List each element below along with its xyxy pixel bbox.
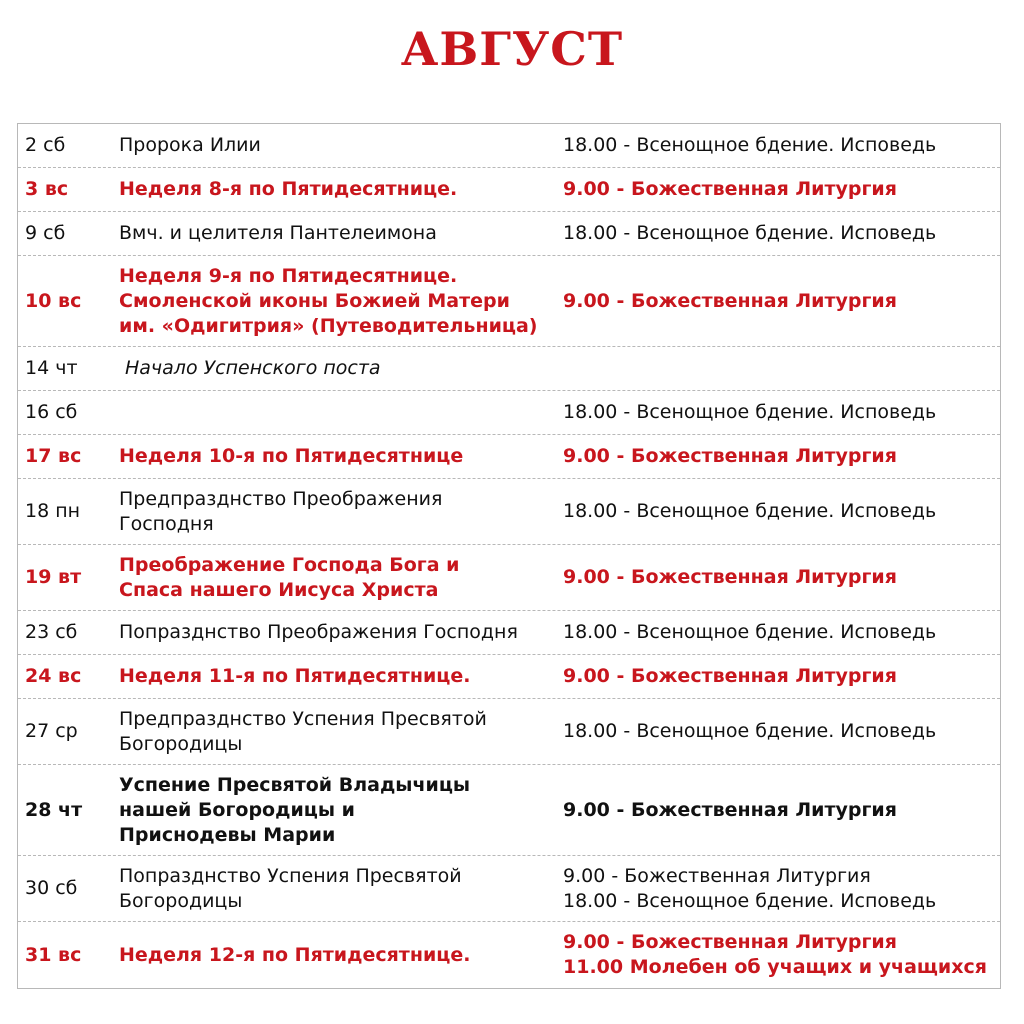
row-service bbox=[563, 765, 995, 855]
page-title: АВГУСТ bbox=[400, 22, 624, 76]
row-event-line: Успение Пресвятой Владычицы bbox=[119, 773, 471, 796]
row-event bbox=[119, 391, 559, 434]
row-event-line: Неделя 12-я по Пятидесятнице. bbox=[119, 943, 471, 966]
row-service-line: 18.00 - Всенощное бдение. Исповедь bbox=[563, 889, 937, 912]
row-event-line: Преображение Господа Бога и bbox=[119, 553, 460, 576]
row-service-line: 9.00 - Божественная Литургия bbox=[563, 864, 871, 887]
row-service bbox=[563, 699, 995, 764]
row-date bbox=[25, 256, 115, 346]
row-date-text: 18 пн bbox=[25, 500, 81, 522]
row-service bbox=[563, 256, 995, 346]
schedule-row bbox=[18, 256, 1000, 347]
row-event-line: Вмч. и целителя Пантелеимона bbox=[119, 222, 437, 244]
row-service bbox=[563, 212, 995, 255]
row-event bbox=[119, 168, 559, 211]
row-service-line: 18.00 - Всенощное бдение. Исповедь bbox=[563, 222, 937, 244]
row-event bbox=[119, 124, 559, 167]
row-service-line: 9.00 - Божественная Литургия bbox=[563, 665, 897, 687]
row-date-text: 24 вс bbox=[25, 665, 82, 687]
row-date bbox=[25, 391, 115, 434]
row-service bbox=[563, 545, 995, 610]
row-event bbox=[119, 856, 559, 921]
row-service-line: 18.00 - Всенощное бдение. Исповедь bbox=[563, 621, 937, 643]
row-date bbox=[25, 168, 115, 211]
row-event-line: Приснодевы Марии bbox=[119, 823, 336, 846]
row-date bbox=[25, 347, 115, 390]
row-date-text: 3 вс bbox=[25, 178, 69, 200]
row-service-line: 11.00 Молебен об учащих и учащихся bbox=[563, 956, 987, 978]
row-date-text: 28 чт bbox=[25, 798, 83, 821]
row-date-text: 16 сб bbox=[25, 401, 78, 423]
row-service-line: 18.00 - Всенощное бдение. Исповедь bbox=[563, 720, 937, 742]
schedule-row bbox=[18, 611, 1000, 655]
schedule-row bbox=[18, 212, 1000, 256]
row-event-line: Попразднство Преображения Господня bbox=[119, 621, 518, 643]
row-date-text: 10 вс bbox=[25, 289, 82, 312]
row-date-text: 31 вс bbox=[25, 943, 82, 966]
row-service-line: 9.00 - Божественная Литургия bbox=[563, 178, 897, 200]
row-service bbox=[563, 922, 995, 988]
schedule-table bbox=[17, 123, 1001, 989]
row-event bbox=[119, 699, 559, 764]
row-date-text: 17 вс bbox=[25, 445, 82, 467]
row-date bbox=[25, 545, 115, 610]
row-date bbox=[25, 212, 115, 255]
row-date-text: 2 сб bbox=[25, 134, 66, 156]
row-event-line: Богородицы bbox=[119, 889, 243, 912]
row-event bbox=[119, 435, 559, 478]
row-service-line: 9.00 - Божественная Литургия bbox=[563, 798, 897, 821]
row-service-line: 9.00 - Божественная Литургия bbox=[563, 289, 897, 312]
schedule-row bbox=[18, 856, 1000, 922]
row-date bbox=[25, 765, 115, 855]
row-date bbox=[25, 699, 115, 764]
row-event-line: Попразднство Успения Пресвятой bbox=[119, 864, 462, 887]
row-service-line: 9.00 - Божественная Литургия bbox=[563, 445, 897, 467]
row-event bbox=[119, 545, 559, 610]
row-event bbox=[119, 765, 559, 855]
schedule-row bbox=[18, 479, 1000, 545]
row-date-text: 9 сб bbox=[25, 222, 66, 244]
row-event-line: Неделя 8-я по Пятидесятнице. bbox=[119, 178, 458, 200]
row-service bbox=[563, 391, 995, 434]
row-service bbox=[563, 611, 995, 654]
row-event-line: Предпразднство Успения Пресвятой bbox=[119, 707, 487, 730]
row-date bbox=[25, 124, 115, 167]
schedule-row bbox=[18, 347, 1000, 391]
row-date-text: 14 чт bbox=[25, 357, 78, 379]
row-event-line: Спаса нашего Иисуса Христа bbox=[119, 578, 439, 601]
row-date bbox=[25, 856, 115, 921]
row-event-line: Богородицы bbox=[119, 732, 243, 755]
row-service bbox=[563, 168, 995, 211]
row-event-line: нашей Богородицы и bbox=[119, 798, 355, 821]
row-service-line: 9.00 - Божественная Литургия bbox=[563, 566, 897, 588]
row-event-line: Предпразднство Преображения bbox=[119, 487, 443, 510]
row-date-text: 30 сб bbox=[25, 877, 78, 899]
schedule-row bbox=[18, 699, 1000, 765]
schedule-row bbox=[18, 765, 1000, 856]
row-service bbox=[563, 435, 995, 478]
schedule-row bbox=[18, 655, 1000, 699]
row-event-line: Смоленской иконы Божией Матери bbox=[119, 289, 510, 312]
row-event-line: Неделя 11-я по Пятидесятнице. bbox=[119, 665, 471, 687]
row-event-line: Господня bbox=[119, 512, 214, 535]
row-event bbox=[119, 479, 559, 544]
row-event bbox=[119, 256, 559, 346]
row-service bbox=[563, 479, 995, 544]
row-service-line: 18.00 - Всенощное бдение. Исповедь bbox=[563, 500, 937, 522]
row-event bbox=[119, 347, 559, 390]
row-event-line: Пророка Илии bbox=[119, 134, 261, 156]
row-event-line: Неделя 9-я по Пятидесятнице. bbox=[119, 264, 458, 287]
row-event bbox=[119, 922, 559, 988]
row-date bbox=[25, 611, 115, 654]
row-service bbox=[563, 124, 995, 167]
row-date bbox=[25, 922, 115, 988]
row-event bbox=[119, 212, 559, 255]
row-date bbox=[25, 435, 115, 478]
schedule-row bbox=[18, 922, 1000, 988]
row-event bbox=[119, 611, 559, 654]
schedule-row bbox=[18, 168, 1000, 212]
row-service bbox=[563, 856, 995, 921]
row-event-line: Начало Успенского поста bbox=[125, 357, 381, 379]
row-service-line: 9.00 - Божественная Литургия bbox=[563, 931, 897, 953]
schedule-row bbox=[18, 391, 1000, 435]
row-date bbox=[25, 479, 115, 544]
schedule-row bbox=[18, 124, 1000, 168]
row-service bbox=[563, 655, 995, 698]
row-service bbox=[563, 347, 995, 390]
row-event-line: им. «Одигитрия» (Путеводительница) bbox=[119, 314, 538, 337]
row-date-text: 19 вт bbox=[25, 566, 82, 588]
schedule-row bbox=[18, 545, 1000, 611]
row-service-line: 18.00 - Всенощное бдение. Исповедь bbox=[563, 401, 937, 423]
row-event bbox=[119, 655, 559, 698]
row-service-line: 18.00 - Всенощное бдение. Исповедь bbox=[563, 134, 937, 156]
row-date-text: 23 сб bbox=[25, 621, 78, 643]
row-event-line: Неделя 10-я по Пятидесятнице bbox=[119, 445, 464, 467]
row-date bbox=[25, 655, 115, 698]
schedule-row bbox=[18, 435, 1000, 479]
row-date-text: 27 ср bbox=[25, 720, 78, 742]
